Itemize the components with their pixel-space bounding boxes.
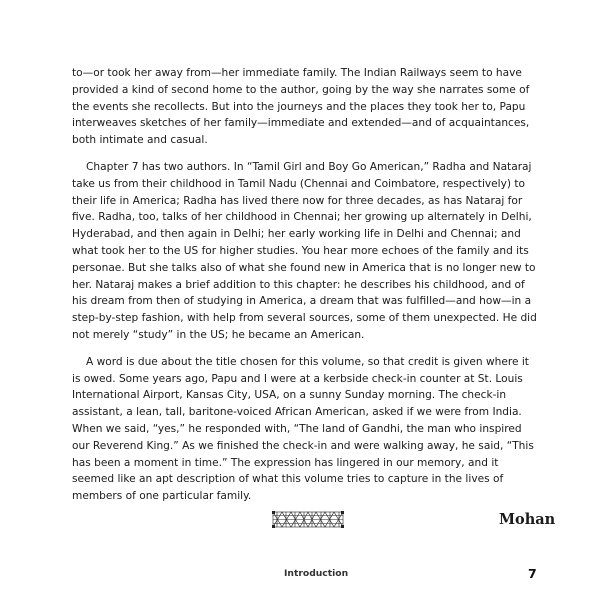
page-number: 7 [528,566,537,581]
paragraph-3: A word is due about the title chosen for this volume, so that credit is given where it is owed. Some years ago, Papu and I were at a kerbside check-in counter at St. Louis International Airport, Kansas City, USA, on a sunny Sunday morning. The check-in assistant, a lean, tall, baritone-voiced African American, asked if we were from India. When we said, “yes,” he responded with, “The land of Gandhi, the man who inspired our Reverend King.” As we finished the check-in and were walking away, he said, “This has been a moment in time.” The expression has lingered in our memory, and it seemed like an apt description of what this volume tries to capture in the lives of members of one particular family. [72,355,534,503]
body-text [72,65,538,515]
paragraph-2: Chapter 7 has two authors. In “Tamil Girl and Boy Go American,” Radha and Nataraj take us from their childhood in Tamil Nadu (Chennai and Coimbatore, respectively) to their life in America; Radha has lived there now for three decades, as has Nataraj for five. Radha, too, talks of her childhood in Chennai; her growing up alternately in Delhi, Hyderabad, and then again in Delhi; her early working life in Delhi and Chennai; and what took her to the US for higher studies. You hear more echoes of the family and its personae. But she talks also of what she found new in America that is no longer new to her. Nataraj makes a brief addition to this chapter: he describes his childhood, and of his dream from then of studying in America, a dream that was fulfilled—and how—in a step-by-step fashion, with help from several sources, some of them unexpected. He did not merely “study” in the US; he became an American. [72,160,537,341]
signature: Mohan [499,511,556,528]
ornament-divider-icon [272,508,344,531]
paragraph-1: to—or took her away from—her immediate family. The Indian Railways seem to have provided a kind of second home to the author, going by the way she narrates some of the events she recollects. But into the journeys and the places they took her to, Papu interweaves sketches of her family—immediate and extended—and of acquaintances, both intimate and casual. [72,67,530,147]
footer-section-label: Introduction [284,568,349,579]
